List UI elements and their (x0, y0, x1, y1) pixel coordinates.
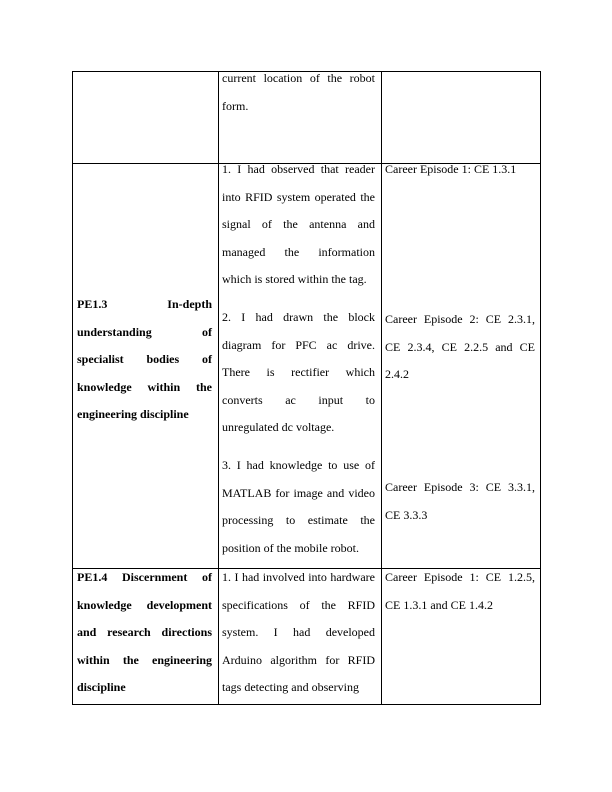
evidence-paragraph (222, 452, 375, 562)
text-line: discipline (77, 680, 126, 694)
text-line: into RFID system operated the (222, 189, 375, 204)
text-line: Career Episode 1: CE 1.3.1 (385, 162, 517, 176)
text-line: knowledge within the (77, 379, 212, 394)
text-line: PE1.3 In-depth (77, 297, 212, 311)
evidence-paragraph (222, 304, 375, 442)
career-episode-reference (385, 156, 535, 184)
text-line: position of the mobile robot. (222, 540, 359, 555)
text-line: Arduino algorithm for RFID (222, 652, 375, 667)
text-line: 1. I had involved into hardware (222, 570, 375, 584)
text-line: engineering discipline (77, 407, 189, 421)
text-line: specialist bodies of (77, 352, 212, 366)
column-divider (381, 72, 382, 704)
column-divider (218, 72, 219, 704)
text-line: Career Episode 1: CE 1.2.5, (385, 570, 535, 584)
evidence-paragraph (222, 564, 375, 702)
text-line: converts ac input to (222, 392, 375, 407)
text-line: managed the information (222, 244, 375, 259)
text-line: specifications of the RFID (222, 597, 375, 612)
text-line: which is stored within the tag. (222, 272, 367, 286)
text-line: 2.4.2 (385, 367, 409, 381)
text-line: MATLAB for image and video (222, 485, 375, 500)
text-line: CE 2.3.4, CE 2.2.5 and CE (385, 339, 535, 354)
text-line: 2. I had drawn the block (222, 310, 375, 324)
text-line: CE 1.3.1 and CE 1.4.2 (385, 597, 493, 612)
text-line: Career Episode 2: CE 2.3.1, (385, 312, 535, 326)
evidence-paragraph (222, 65, 375, 120)
career-episode-reference (385, 474, 535, 529)
text-line: tags detecting and observing (222, 680, 359, 694)
text-line: knowledge development (77, 597, 212, 612)
text-line: processing to estimate the (222, 513, 375, 527)
text-line: current location of the robot (222, 71, 375, 85)
text-line: diagram for PFC ac drive. (222, 337, 375, 352)
text-line: system. I had developed (222, 625, 375, 639)
text-line: within the engineering (77, 652, 212, 667)
text-line: 1. I had observed that reader (222, 162, 375, 176)
text-line: 3. I had knowledge to use of (222, 458, 375, 472)
text-line: signal of the antenna and (222, 217, 375, 231)
career-episode-reference (385, 564, 535, 619)
text-line: Career Episode 3: CE 3.3.1, (385, 480, 535, 494)
text-line: understanding of (77, 324, 212, 339)
text-line: and research directions (77, 625, 212, 639)
evidence-paragraph (222, 156, 375, 294)
pe-1-3-label (77, 291, 212, 429)
text-line: PE1.4 Discernment of (77, 570, 212, 584)
text-line: CE 3.3.3 (385, 507, 428, 522)
text-line: There is rectifier which (222, 365, 375, 379)
text-line: unregulated dc voltage. (222, 420, 335, 434)
career-episode-reference (385, 306, 535, 389)
text-line: form. (222, 98, 249, 113)
pe-1-4-label (77, 564, 212, 702)
